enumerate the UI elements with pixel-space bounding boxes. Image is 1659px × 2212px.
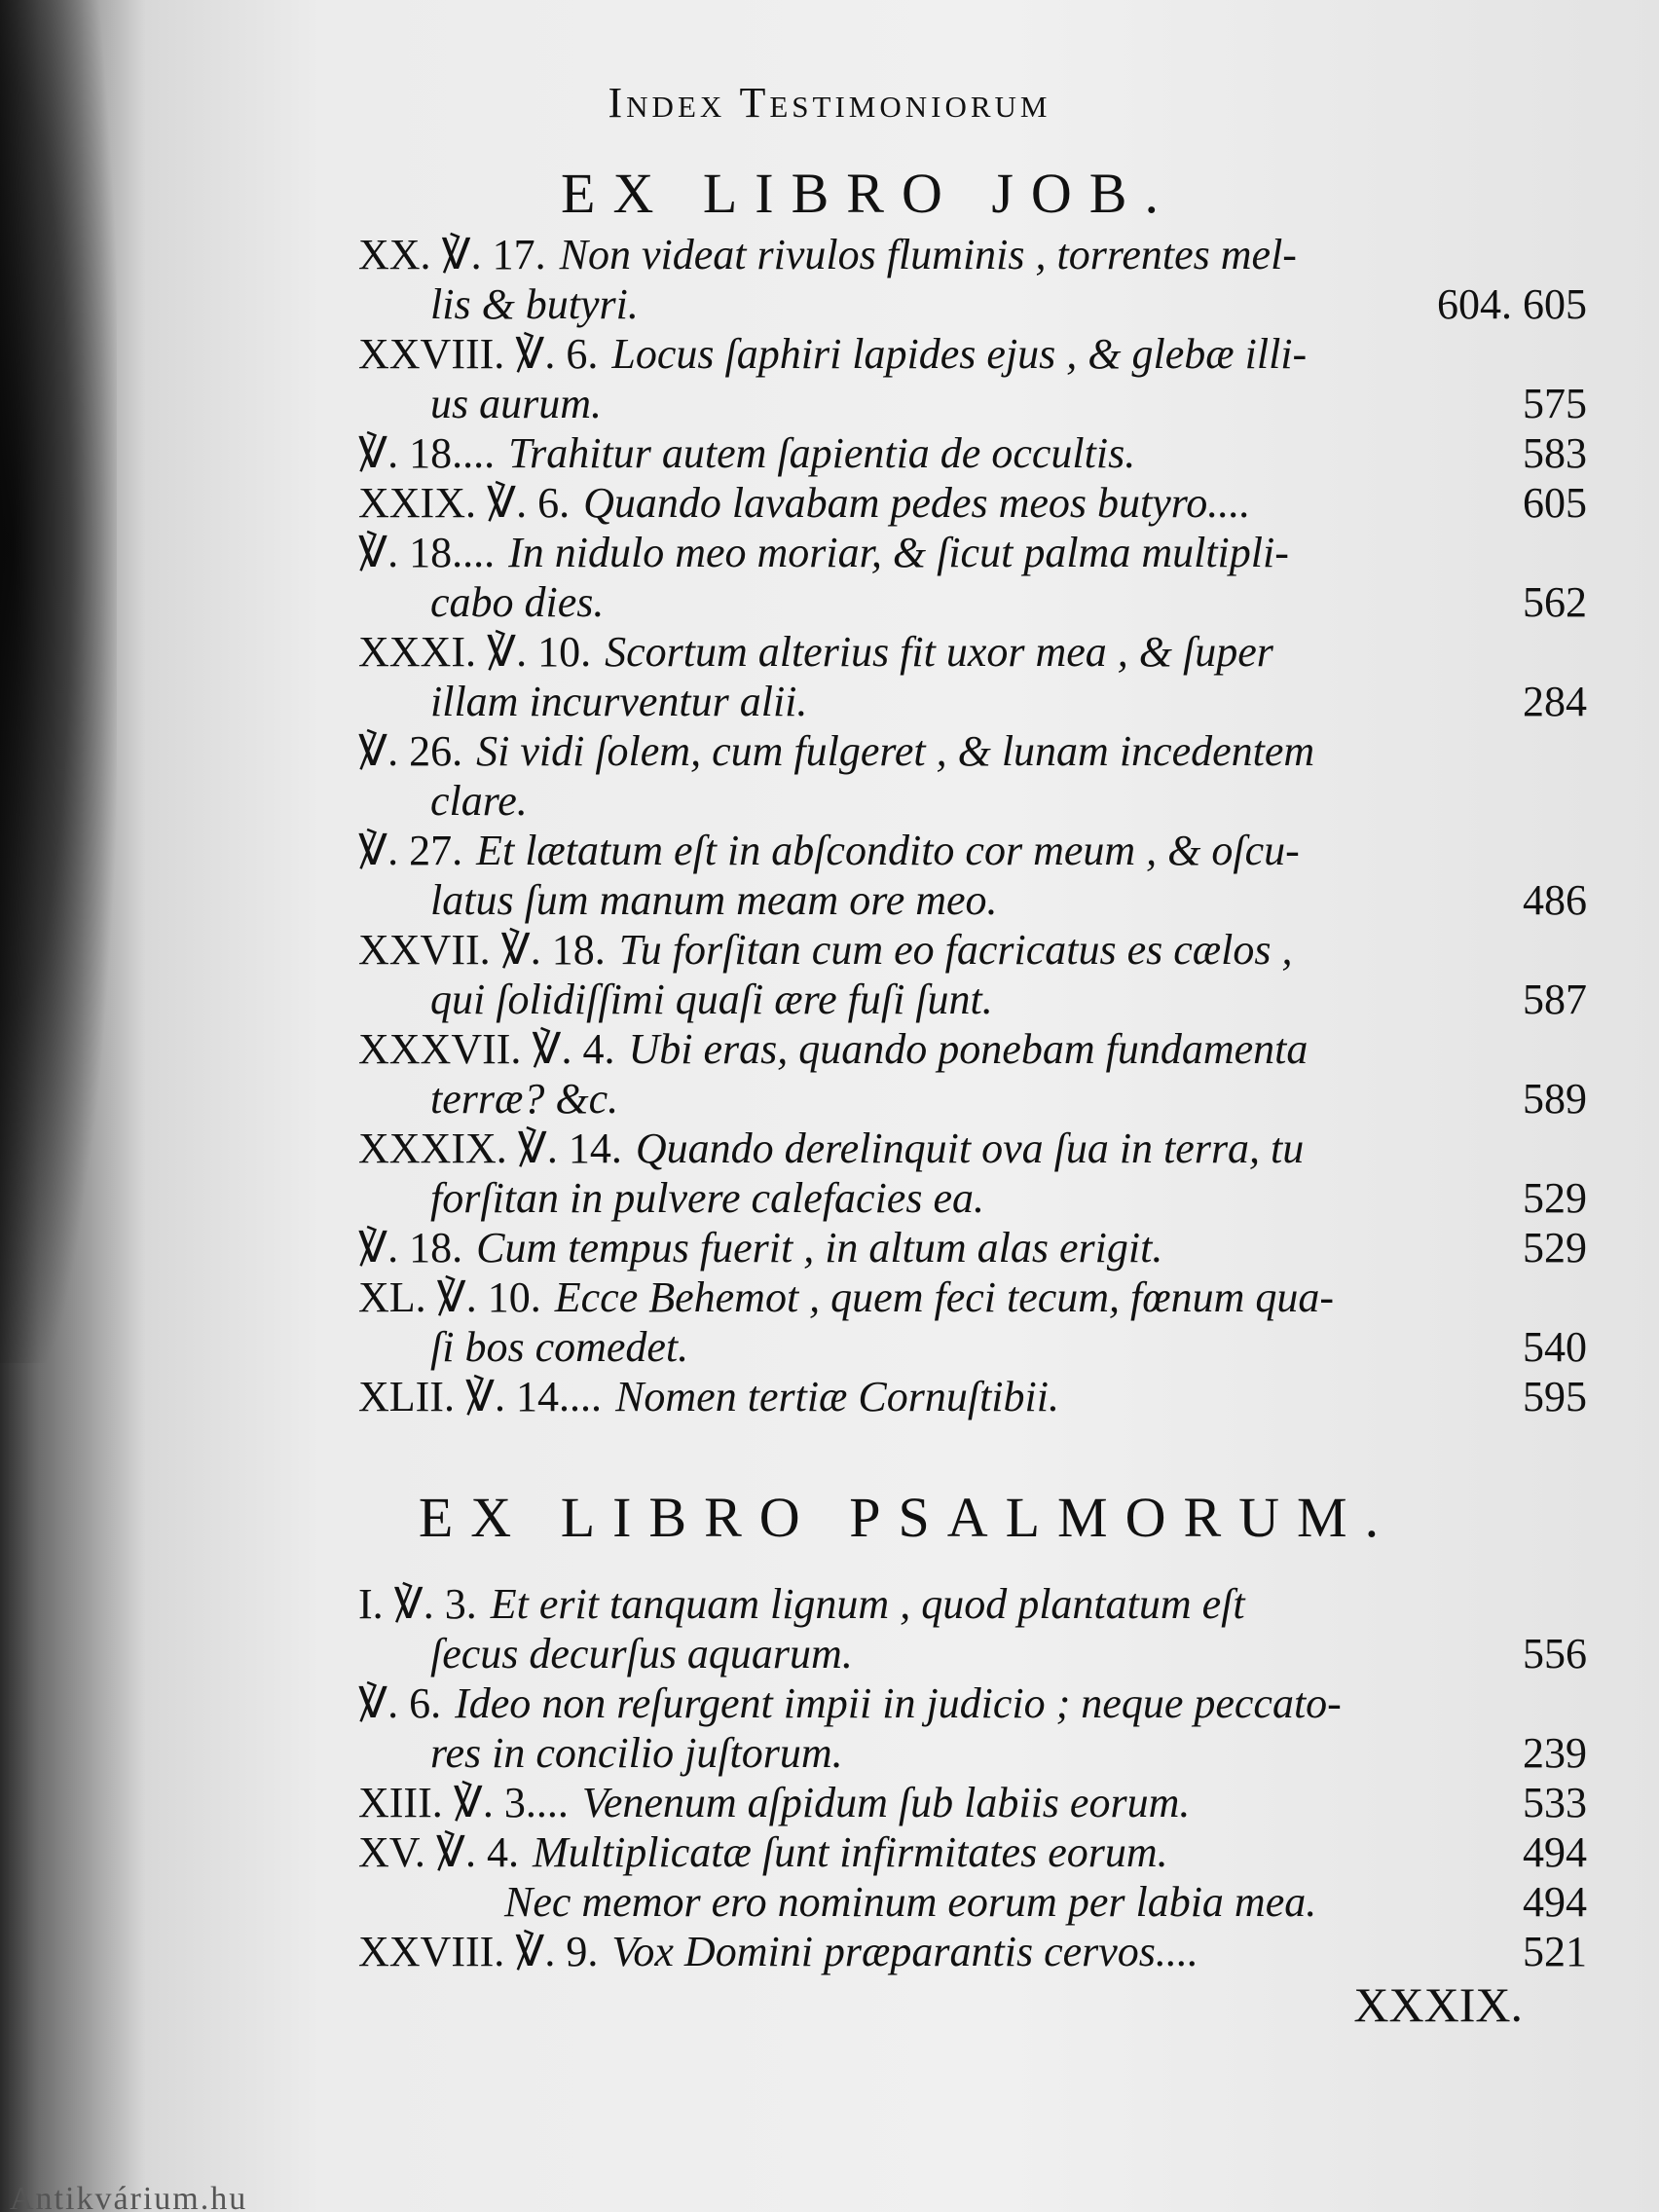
entry-text: ſecus decurſus aquarum.: [430, 1630, 853, 1677]
index-entry-line: [358, 329, 1587, 379]
entry-page-number: 533: [1523, 1779, 1587, 1826]
entry-text: Quando derelinquit ova ſua in terra, tu: [635, 1124, 1305, 1172]
entry-text: Nomen tertiæ Cornuſtibii.: [615, 1373, 1059, 1420]
entry-text: Ideo non reſurgent impii in judicio ; neque peccato-: [455, 1679, 1342, 1727]
psalms-entries: [358, 1579, 1587, 1976]
index-entry-line: [358, 925, 1587, 975]
job-entries: [358, 230, 1587, 1421]
index-entry-line: [358, 1372, 1587, 1421]
entry-reference: XX. ℣. 17.: [358, 231, 546, 278]
entry-page-number: 583: [1523, 429, 1587, 477]
index-entry-line: [358, 1223, 1587, 1272]
entry-reference: XXVIII. ℣. 9.: [358, 1928, 599, 1975]
entry-reference: XXXI. ℣. 10.: [358, 628, 592, 676]
running-head: Index Testimoniorum: [608, 79, 1051, 127]
entry-page-number: 575: [1523, 380, 1587, 427]
section-title-psalms: EX LIBRO PSALMORUM.: [418, 1486, 1397, 1549]
entry-page-number: 605: [1523, 479, 1587, 527]
entry-page-number: 604. 605: [1437, 280, 1587, 328]
entry-text: cabo dies.: [430, 578, 605, 626]
entry-page-number: 494: [1523, 1828, 1587, 1876]
entry-reference: XL. ℣. 10.: [358, 1273, 541, 1321]
index-entry-line: [358, 1124, 1587, 1173]
index-entry-line: [358, 1579, 1587, 1629]
index-entry-line: [358, 577, 1587, 627]
index-entry-line: [358, 1827, 1587, 1877]
entry-text: Non videat rivulos fluminis , torrentes mel-: [559, 231, 1297, 278]
index-entry-line: [358, 1322, 1587, 1372]
index-entry-line: [358, 528, 1587, 577]
entry-reference: XXXIX. ℣. 14.: [358, 1124, 622, 1172]
entry-reference: ℣. 27.: [358, 827, 463, 874]
entry-text: Venenum aſpidum ſub labiis eorum.: [581, 1779, 1191, 1826]
entry-reference: ℣. 18.: [358, 1224, 463, 1272]
entry-text: illam incurventur alii.: [430, 678, 808, 725]
entry-page-number: 284: [1523, 678, 1587, 725]
entry-text: Tu forſitan cum eo facricatus es cælos ,: [618, 926, 1293, 974]
index-entry-line: [358, 1074, 1587, 1124]
index-entry-line: [358, 1173, 1587, 1223]
index-entry-line: [358, 230, 1587, 279]
entry-reference: ℣. 18....: [358, 529, 496, 576]
index-entry-line: [358, 1927, 1587, 1976]
index-entry-line: [358, 677, 1587, 726]
entry-reference: XLII. ℣. 14....: [358, 1373, 603, 1420]
index-entry-line: [358, 776, 1587, 826]
entry-text: forſitan in pulvere calefacies ea.: [430, 1174, 984, 1222]
entry-page-number: 540: [1523, 1323, 1587, 1371]
entry-text: Scortum alterius fit uxor mea , & ſuper: [605, 628, 1273, 676]
entry-page-number: 239: [1523, 1729, 1587, 1777]
entry-page-number: 521: [1523, 1928, 1587, 1975]
index-entry-line: [358, 826, 1587, 875]
catchword: XXXIX.: [1353, 1977, 1523, 2032]
entry-reference: XXVII. ℣. 18.: [358, 926, 606, 974]
index-entry-line: [358, 1877, 1587, 1927]
index-entry-line: [358, 975, 1587, 1024]
entry-text: ſi bos comedet.: [430, 1323, 689, 1371]
watermark: Antikvárium.hu: [10, 2181, 248, 2212]
entry-reference: XV. ℣. 4.: [358, 1828, 519, 1876]
entry-text: latus ſum manum meam ore meo.: [430, 876, 998, 924]
entry-text: Trahitur autem ſapientia de occultis.: [508, 429, 1136, 477]
entry-reference: XIII. ℣. 3....: [358, 1779, 569, 1826]
entry-text: qui ſolidiſſimi quaſi ære fuſi ſunt.: [430, 976, 993, 1023]
entry-page-number: 556: [1523, 1630, 1587, 1677]
entry-page-number: 562: [1523, 578, 1587, 626]
entry-reference: I. ℣. 3.: [358, 1580, 477, 1628]
entry-reference: XXXVII. ℣. 4.: [358, 1025, 615, 1073]
index-entry-line: [358, 875, 1587, 925]
entry-text: Cum tempus fuerit , in altum alas erigit.: [476, 1224, 1163, 1272]
entry-page-number: 529: [1523, 1224, 1587, 1272]
index-entry-line: [358, 428, 1587, 478]
entry-text: Ubi eras, quando ponebam fundamenta: [628, 1025, 1309, 1073]
entry-page-number: 494: [1523, 1878, 1587, 1926]
entry-text: Vox Domini præparantis cervos....: [611, 1928, 1198, 1975]
index-entry-line: [358, 478, 1587, 528]
index-entry-line: [358, 379, 1587, 428]
entry-text: clare.: [430, 777, 528, 825]
entry-text: Nec memor ero nominum eorum per labia mea.: [504, 1878, 1317, 1926]
entry-text: Si vidi ſolem, cum fulgeret , & lunam incedentem: [476, 727, 1315, 775]
index-entry-line: [358, 1024, 1587, 1074]
entry-reference: XXIX. ℣. 6.: [358, 479, 571, 527]
entry-reference: ℣. 26.: [358, 727, 463, 775]
entry-text: In nidulo meo moriar, & ſicut palma multipli-: [508, 529, 1289, 576]
index-entry-line: [358, 627, 1587, 677]
index-entry-line: [358, 726, 1587, 776]
entry-text: us aurum.: [430, 380, 603, 427]
entry-text: Et erit tanquam lignum , quod plantatum eſt: [490, 1580, 1245, 1628]
entry-text: res in concilio juſtorum.: [430, 1729, 843, 1777]
entry-text: terræ? &c.: [430, 1075, 619, 1123]
entry-text: Ecce Behemot , quem feci tecum, fœnum qua-: [554, 1273, 1335, 1321]
entry-page-number: 486: [1523, 876, 1587, 924]
entry-page-number: 529: [1523, 1174, 1587, 1222]
entry-page-number: 587: [1523, 976, 1587, 1023]
index-entry-line: [358, 1728, 1587, 1778]
index-entry-line: [358, 1778, 1587, 1827]
entry-page-number: 595: [1523, 1373, 1587, 1420]
entry-text: Et lætatum eſt in abſcondito cor meum , & oſcu-: [476, 827, 1300, 874]
entry-page-number: 589: [1523, 1075, 1587, 1123]
entry-text: Locus ſaphiri lapides ejus , & glebæ illi-: [611, 330, 1308, 378]
entry-reference: ℣. 18....: [358, 429, 496, 477]
index-entry-line: [358, 1678, 1587, 1728]
entry-reference: ℣. 6.: [358, 1679, 442, 1727]
index-entry-line: [358, 1629, 1587, 1678]
entry-reference: XXVIII. ℣. 6.: [358, 330, 599, 378]
index-entry-line: [358, 1272, 1587, 1322]
entry-text: Quando lavabam pedes meos butyro....: [583, 479, 1251, 527]
index-entry-line: [358, 279, 1587, 329]
entry-text: Multiplicatæ ſunt infirmitates eorum.: [532, 1828, 1168, 1876]
section-title-job: EX LIBRO JOB.: [561, 162, 1176, 225]
entry-text: lis & butyri.: [430, 280, 639, 328]
